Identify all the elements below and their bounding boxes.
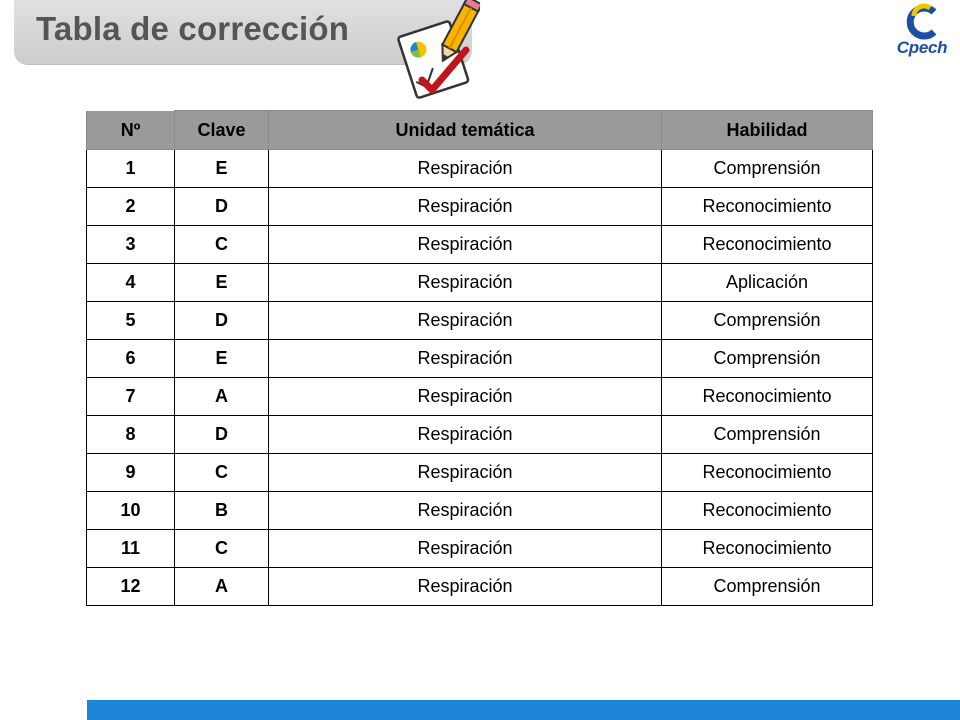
cell-key: B: [175, 492, 269, 530]
cell-number: 2: [87, 188, 175, 226]
cell-key: E: [175, 150, 269, 188]
cell-number: 3: [87, 226, 175, 264]
table-row: [87, 416, 873, 454]
cell-key: C: [175, 530, 269, 568]
cell-skill: Reconocimiento: [662, 226, 873, 264]
cell-number: 11: [87, 530, 175, 568]
cell-skill: Comprensión: [662, 150, 873, 188]
cell-skill: Reconocimiento: [662, 492, 873, 530]
cpech-logo: [890, 2, 954, 64]
cell-unit: Respiración: [269, 302, 662, 340]
cell-key: D: [175, 188, 269, 226]
cell-unit: Respiración: [269, 188, 662, 226]
cell-skill: Reconocimiento: [662, 454, 873, 492]
cell-unit: Respiración: [269, 150, 662, 188]
cell-unit: Respiración: [269, 378, 662, 416]
cell-skill: Aplicación: [662, 264, 873, 302]
cell-key: A: [175, 378, 269, 416]
column-header-unit: Unidad temática: [269, 111, 662, 150]
answer-key-table: [86, 110, 873, 606]
page-title: Tabla de corrección: [36, 10, 350, 47]
cell-key: D: [175, 302, 269, 340]
cell-skill: Comprensión: [662, 568, 873, 606]
cell-unit: Respiración: [269, 454, 662, 492]
cell-number: 5: [87, 302, 175, 340]
column-header-number: Nº: [87, 111, 175, 150]
table-row: [87, 264, 873, 302]
cell-number: 7: [87, 378, 175, 416]
cpech-logo-icon: [900, 2, 944, 40]
cell-key: E: [175, 340, 269, 378]
cell-number: 6: [87, 340, 175, 378]
cell-unit: Respiración: [269, 340, 662, 378]
cell-number: 1: [87, 150, 175, 188]
cell-unit: Respiración: [269, 492, 662, 530]
cell-number: 9: [87, 454, 175, 492]
table-row: [87, 454, 873, 492]
table-row: [87, 150, 873, 188]
table-row: [87, 226, 873, 264]
table-row: [87, 188, 873, 226]
cell-unit: Respiración: [269, 226, 662, 264]
column-header-skill: Habilidad: [662, 111, 873, 150]
table-row: [87, 492, 873, 530]
cell-skill: Reconocimiento: [662, 530, 873, 568]
cell-skill: Reconocimiento: [662, 188, 873, 226]
brand-name: Cpech: [896, 38, 948, 57]
table-row: [87, 530, 873, 568]
table-row: [87, 340, 873, 378]
table-row: [87, 568, 873, 606]
cell-unit: Respiración: [269, 568, 662, 606]
cell-unit: Respiración: [269, 264, 662, 302]
cell-key: C: [175, 454, 269, 492]
cell-number: 12: [87, 568, 175, 606]
cell-number: 4: [87, 264, 175, 302]
cell-unit: Respiración: [269, 416, 662, 454]
cell-key: D: [175, 416, 269, 454]
cell-key: C: [175, 226, 269, 264]
table-row: [87, 302, 873, 340]
cell-skill: Comprensión: [662, 340, 873, 378]
cell-skill: Reconocimiento: [662, 378, 873, 416]
cell-number: 8: [87, 416, 175, 454]
table-row: [87, 378, 873, 416]
cell-key: A: [175, 568, 269, 606]
cell-key: E: [175, 264, 269, 302]
cell-unit: Respiración: [269, 530, 662, 568]
footer-accent-bar: [87, 700, 960, 720]
table-header-row: [87, 111, 873, 150]
column-header-key: Clave: [175, 111, 269, 150]
cell-skill: Comprensión: [662, 416, 873, 454]
pencil-checklist-illustration: [396, 0, 480, 104]
cell-number: 10: [87, 492, 175, 530]
cell-skill: Comprensión: [662, 302, 873, 340]
